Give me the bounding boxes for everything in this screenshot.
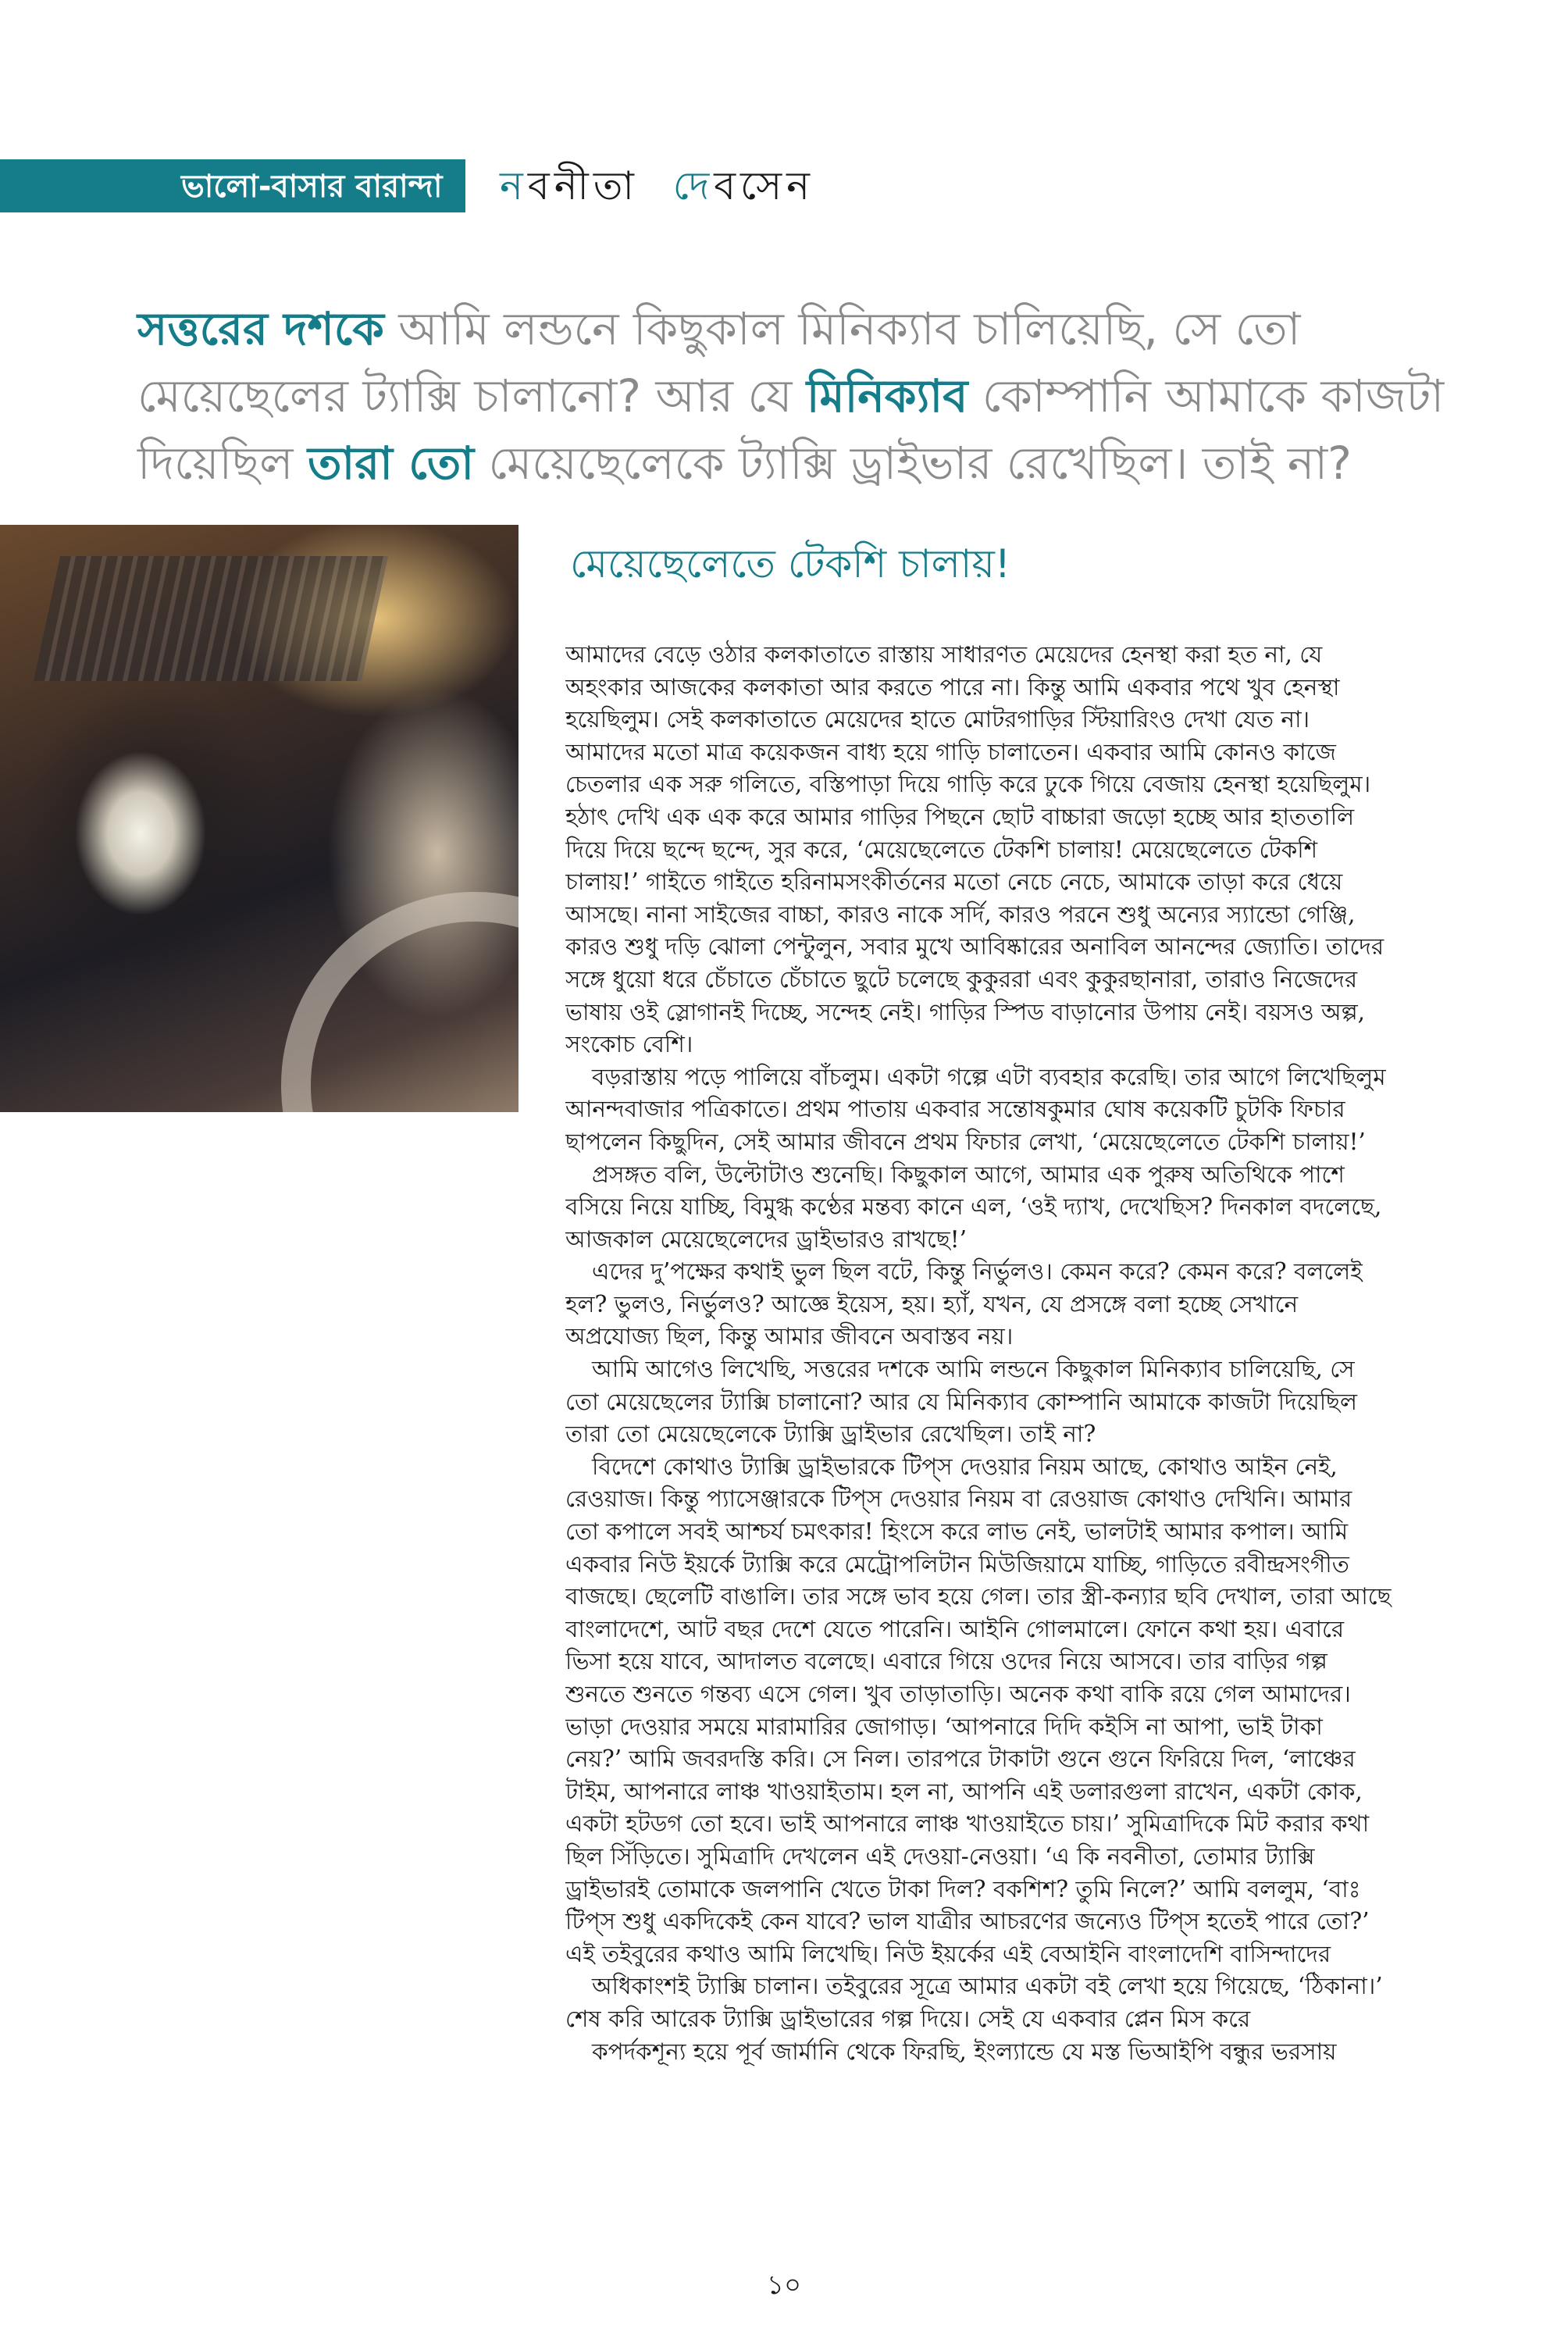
body-line: তো মেয়েছেলের ট্যাক্সি চালানো? আর যে মিনিক্যাব কোম্পানি আমাকে কাজটা দিয়েছিল — [565, 1388, 1358, 1415]
body-line: একটা হটডগ তো হবে। ভাই আপনারে লাঞ্চ খাওয়াইতে চায়।’ সুমিত্রাদিকে মিট করার কথা — [565, 1810, 1370, 1838]
body-line: শুনতে শুনতে গন্তব্য এসে গেল। খুব তাড়াতাড়ি। অনেক কথা বাকি রয়ে গেল আমাদের। — [565, 1681, 1351, 1707]
taxi-photo — [0, 525, 519, 1112]
body-line: বসিয়ে নিয়ে যাচ্ছি, বিমুগ্ধ কণ্ঠের মন্তব্য কানে এল, ‘ওই দ্যাখ, দেখেছিস? দিনকাল বদলেছে, — [565, 1193, 1382, 1221]
body-line: অপ্রযোজ্য ছিল, কিন্তু আমার জীবনে অবাস্তব নয়। — [565, 1323, 1014, 1350]
body-line: বাজছে। ছেলেটি বাঙালি। তার সঙ্গে ভাব হয়ে গেল। তার স্ত্রী-কন্যার ছবি দেখাল, তারা আছে — [565, 1583, 1392, 1610]
body-line: আমাদের বেড়ে ওঠার কলকাতাতে রাস্তায় সাধারণত মেয়েদের হেনস্থা করা হত না, যে — [565, 641, 1323, 668]
page-number: ১০ — [766, 2270, 802, 2301]
pull-quote-text: মেয়েছেলের ট্যাক্সি চালানো? আর যে — [137, 369, 807, 423]
body-line: একবার নিউ ইয়র্কে ট্যাক্সি করে মেট্রোপলিটান মিউজিয়ামে যাচ্ছি, গাড়িতে রবীন্দ্রসংগীত — [565, 1550, 1349, 1578]
author-initial-1: ন — [500, 163, 528, 209]
body-line: ড্রাইভারই তোমাকে জলপানি খেতে টাকা দিল? বকশিশ? তুমি নিলে?’ আমি বললুম, ‘বাঃ — [565, 1875, 1361, 1902]
body-line: হয়েছিলুম। সেই কলকাতাতে মেয়েদের হাতে মোটরগাড়ির স্টিয়ারিংও দেখা যেত না। — [565, 706, 1310, 733]
pull-quote-text: দিয়েছিল — [137, 437, 308, 490]
body-line: নেয়?’ আমি জবরদস্তি করি। সে নিল। তারপরে টাকাটা গুনে গুনে ফিরিয়ে দিল, ‘লাঞ্চের — [565, 1746, 1356, 1773]
pull-quote-text: আমি লন্ডনে কিছুকাল মিনিক্যাব চালিয়েছি, সে তো — [383, 302, 1301, 355]
body-line: ছিল সিঁড়িতে। সুমিত্রাদি দেখলেন এই দেওয়া-নেওয়া। ‘এ কি নবনীতা, তোমার ট্যাক্সি — [565, 1842, 1315, 1870]
body-line: অহংকার আজকের কলকাতা আর করতে পারে না। কিন্তু আমি একবার পথে খুব হেনস্থা — [565, 673, 1340, 701]
body-line: দিয়ে দিয়ে ছন্দে ছন্দে, সুর করে, ‘মেয়েছেলেতে টেকশি চালায়! মেয়েছেলেতে টেকশি — [565, 836, 1318, 863]
taxi-wheel-shape — [281, 892, 519, 1112]
body-line: তো কপালে সবই আশ্চর্য চমৎকার! হিংসে করে লাভ নেই, ভালটাই আমার কপাল। আমি — [565, 1518, 1349, 1546]
author-name — [500, 161, 814, 211]
body-line: সংকোচ বেশি। — [565, 1031, 693, 1058]
body-line: টিপ্‌স শুধু একদিকেই কেন যাবে? ভাল যাত্রীর আচরণের জন্যেও টিপ্‌স হতেই পারে তো?’ — [565, 1908, 1370, 1935]
article-body — [565, 639, 1432, 2068]
body-line: অধিকাংশই ট্যাক্সি চালান। তইবুরের সূত্রে আমার একটা বই লেখা হয়ে গিয়েছে, ‘ঠিকানা।’ — [592, 1973, 1383, 2000]
body-line: আজকাল মেয়েছেলেদের ড্রাইভারও রাখছে!’ — [565, 1225, 967, 1253]
body-line: আমাদের মতো মাত্র কয়েকজন বাধ্য হয়ে গাড়ি চালাতেন। একবার আমি কোনও কাজে — [565, 738, 1336, 765]
body-line: তারা তো মেয়েছেলেকে ট্যাক্সি ড্রাইভার রেখেছিল। তাই না? — [565, 1421, 1096, 1448]
body-line: রেওয়াজ। কিন্তু প্যাসেঞ্জারকে টিপ্‌স দেওয়ার নিয়ম বা রেওয়াজ কোথাও দেখিনি। আমার — [565, 1485, 1352, 1513]
body-line: কারও শুধু দড়ি ঝোলা পেন্টুলুন, সবার মুখে আবিষ্কারের অনাবিল আনন্দের জ্যোতি। তাদের — [565, 933, 1384, 961]
body-line: ছাপলেন কিছুদিন, সেই আমার জীবনে প্রথম ফিচার লেখা, ‘মেয়েছেলেতে টেকশি চালায়!’ — [565, 1128, 1366, 1155]
body-line: কপর্দকশূন্য হয়ে পূর্ব জার্মানি থেকে ফিরছি, ইংল্যান্ডে যে মস্ত ভিআইপি বন্ধুর ভরসায় — [592, 2038, 1337, 2065]
pull-quote-line-1 — [137, 295, 1426, 362]
pull-quote-highlight: তারা তো — [307, 437, 475, 490]
taxi-grille-shape — [34, 556, 388, 681]
body-line: ভাষায় ওই স্লোগানই দিচ্ছে, সন্দেহ নেই। গাড়ির স্পিড বাড়ানোর উপায় নেই। বয়সও অল্প, — [565, 998, 1366, 1025]
pull-quote-highlight: মিনিক্যাব — [806, 369, 968, 423]
author-first-name: বনীতা — [527, 163, 639, 209]
article-title: মেয়েছেলেতে টেকশি চালায়! — [570, 541, 1010, 587]
pull-quote-line-3 — [137, 430, 1426, 497]
author-last-name: বসেন — [714, 163, 815, 209]
pull-quote-text: কোম্পানি আমাকে কাজটা — [968, 369, 1445, 423]
body-line: বাংলাদেশে, আট বছর দেশে যেতে পারেনি। আইনি গোলমালে। ফোনে কথা হয়। এবারে — [565, 1615, 1345, 1642]
pull-quote — [137, 295, 1445, 497]
body-line: চেতলার এক সরু গলিতে, বস্তিপাড়া দিয়ে গাড়ি করে ঢুকে গিয়ে বেজায় হেনস্থা হয়েছিলুম। — [565, 771, 1371, 798]
body-line: চালায়!’ গাইতে গাইতে হরিনামসংকীর্তনের মতো নেচে নেচে, আমাকে তাড়া করে ধেয়ে — [565, 868, 1343, 896]
body-line: আমি আগেও লিখেছি, সত্তরের দশকে আমি লন্ডনে কিছুকাল মিনিক্যাব চালিয়েছি, সে — [592, 1356, 1355, 1383]
body-line: ভিসা হয়ে যাবে, আদালত বলেছে। এবারে গিয়ে ওদের নিয়ে আসবে। তার বাড়ির গল্প — [565, 1648, 1327, 1675]
body-line: বিদেশে কোথাও ট্যাক্সি ড্রাইভারকে টিপ্‌স দেওয়ার নিয়ম আছে, কোথাও আইন নেই, — [592, 1453, 1338, 1480]
body-line: বড়রাস্তায় পড়ে পালিয়ে বাঁচলুম। একটা গল্পে এটা ব্যবহার করেছি। তার আগে লিখেছিলুম — [592, 1063, 1386, 1090]
body-line: প্রসঙ্গত বলি, উল্টোটাও শুনেছি। কিছুকাল আগে, আমার এক পুরুষ অতিথিকে পাশে — [592, 1161, 1345, 1188]
author-initial-2: দে — [672, 163, 715, 209]
body-line: সঙ্গে ধুয়ো ধরে চেঁচাতে চেঁচাতে ছুটে চলেছে কুকুররা এবং কুকুরছানারা, তারাও নিজেদের — [565, 965, 1358, 993]
body-line: হল? ভুলও, নির্ভুলও? আজ্ঞে ইয়েস, হয়। হ্যাঁ, যখন, যে প্রসঙ্গে বলা হচ্ছে সেখানে — [565, 1290, 1299, 1318]
body-line: টাইম, আপনারে লাঞ্চ খাওয়াইতাম। হল না, আপনি এই ডলারগুলা রাখেন, একটা কোক, — [565, 1778, 1363, 1805]
body-line: আসছে। নানা সাইজের বাচ্চা, কারও নাকে সর্দি, কারও পরনে শুধু অন্যের স্যান্ডো গেঞ্জি, — [565, 900, 1356, 928]
body-line: ভাড়া দেওয়ার সময়ে মারামারির জোগাড়। ‘আপনারে দিদি কইসি না আপা, ভাই টাকা — [565, 1713, 1323, 1740]
body-line: হঠাৎ দেখি এক এক করে আমার গাড়ির পিছনে ছোট বাচ্চারা জড়ো হচ্ছে আর হাততালি — [565, 803, 1355, 830]
body-line: এদের দু’পক্ষের কথাই ভুল ছিল বটে, কিন্তু নির্ভুলও। কেমন করে? কেমন করে? বললেই — [592, 1258, 1363, 1286]
pull-quote-text: মেয়েছেলেকে ট্যাক্সি ড্রাইভার রেখেছিল। তাই না? — [474, 437, 1352, 490]
pull-quote-line-2 — [137, 362, 1445, 430]
body-line: আনন্দবাজার পত্রিকাতে। প্রথম পাতায় একবার সন্তোষকুমার ঘোষ কয়েকটি চুটকি ফিচার — [565, 1096, 1345, 1123]
body-line: শেষ করি আরেক ট্যাক্সি ড্রাইভারের গল্প দিয়ে। সেই যে একবার প্লেন মিস করে — [565, 2005, 1251, 2032]
column-name: ভালো-বাসার বারান্দা — [181, 169, 443, 205]
body-line: এই তইবুরের কথাও আমি লিখেছি। নিউ ইয়র্কের এই বেআইনি বাংলাদেশি বাসিন্দাদের — [565, 1940, 1331, 1967]
pull-quote-highlight: সত্তরের দশকে — [137, 302, 384, 355]
